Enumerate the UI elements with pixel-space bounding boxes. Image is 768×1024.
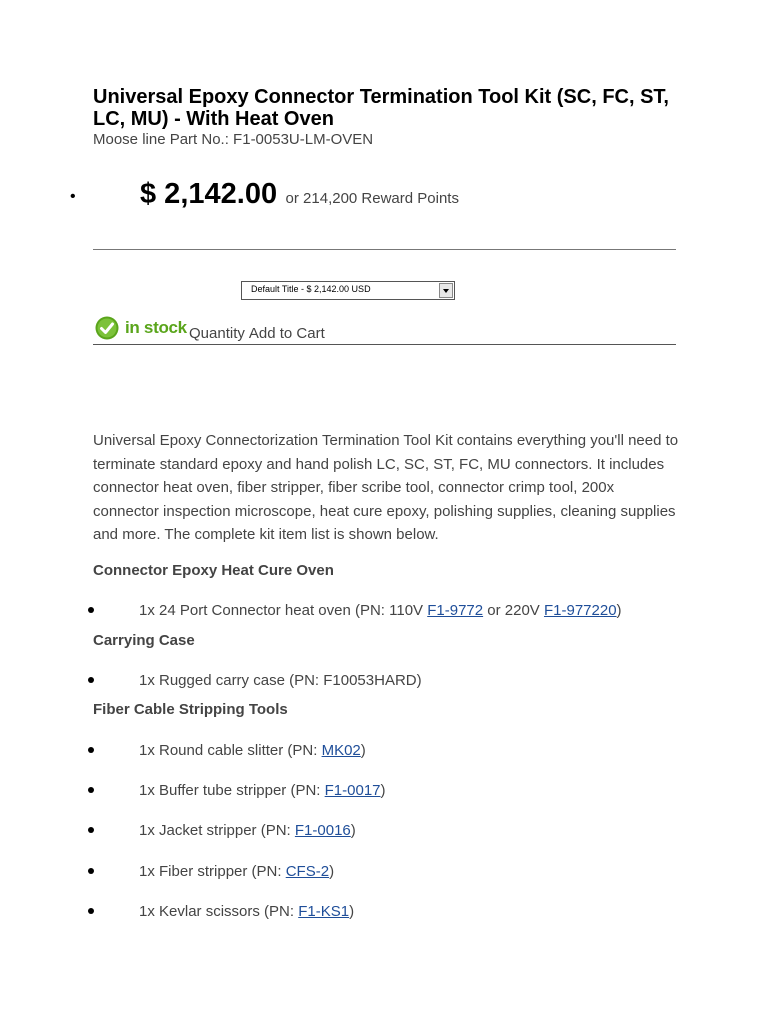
- bullet: [88, 868, 94, 874]
- section-heading: Carrying Case: [93, 632, 195, 649]
- divider-top: [93, 249, 676, 250]
- chevron-down-icon[interactable]: [439, 283, 453, 298]
- in-stock-label: in stock: [125, 318, 187, 337]
- price: $ 2,142.00: [140, 178, 278, 210]
- part-number: Moose line Part No.: F1-0053U-LM-OVEN: [93, 131, 374, 148]
- list-item: 1x Buffer tube stripper (PN: F1-0017): [88, 782, 386, 799]
- reward-points: or 214,200 Reward Points: [285, 190, 459, 207]
- part-link[interactable]: CFS-2: [285, 863, 330, 880]
- part-link[interactable]: F1-0017: [324, 782, 381, 799]
- product-description: Universal Epoxy Connectorization Termination Tool Kit contains everything you'll need to terminate standard epoxy and hand polish LC, SC, ST, FC, MU connectors. It includes connector heat oven, fiber stripper, fiber scribe tool, connector crimp tool, 200x connector inspection microscope, heat cure epoxy, polishing supplies, cleaning supplies and more. The complete kit item list is shown below.: [93, 432, 679, 543]
- part-link[interactable]: F1-9772: [427, 602, 484, 619]
- variant-select-value: Default Title - $ 2,142.00 USD: [251, 284, 371, 294]
- bullet: [88, 827, 94, 833]
- list-item: 1x Fiber stripper (PN: CFS-2): [88, 863, 334, 880]
- product-title: Universal Epoxy Connector Termination Tool Kit (SC, FC, ST, LC, MU) - With Heat Oven: [93, 86, 669, 130]
- bullet: [88, 677, 94, 683]
- list-item: 1x Jacket stripper (PN: F1-0016): [88, 822, 356, 839]
- price-bullet: •: [70, 188, 76, 205]
- section-heading: Fiber Cable Stripping Tools: [93, 701, 288, 718]
- variant-select[interactable]: [241, 281, 455, 300]
- add-to-cart-button[interactable]: Add to Cart: [248, 325, 325, 342]
- quantity-cart-group: [189, 325, 329, 342]
- list-item: 1x Round cable slitter (PN: MK02): [88, 742, 366, 759]
- divider-bottom: [93, 344, 676, 345]
- part-link[interactable]: F1-977220: [543, 602, 617, 619]
- part-link[interactable]: F1-0016: [294, 822, 351, 839]
- list-item: 1x 24 Port Connector heat oven (PN: 110V F1-9772 or 220V F1-977220): [88, 602, 622, 619]
- list-item: 1x Kevlar scissors (PN: F1-KS1): [88, 903, 354, 920]
- quantity-label: Quantity: [189, 325, 245, 342]
- bullet: [88, 908, 94, 914]
- price-row: [140, 178, 459, 211]
- check-circle-icon: [95, 316, 119, 340]
- bullet: [88, 787, 94, 793]
- list-item: 1x Rugged carry case (PN: F10053HARD): [88, 672, 422, 689]
- section-heading: Connector Epoxy Heat Cure Oven: [93, 562, 334, 579]
- bullet: [88, 607, 94, 613]
- bullet: [88, 747, 94, 753]
- part-link[interactable]: F1-KS1: [298, 903, 350, 920]
- part-link[interactable]: MK02: [321, 742, 361, 759]
